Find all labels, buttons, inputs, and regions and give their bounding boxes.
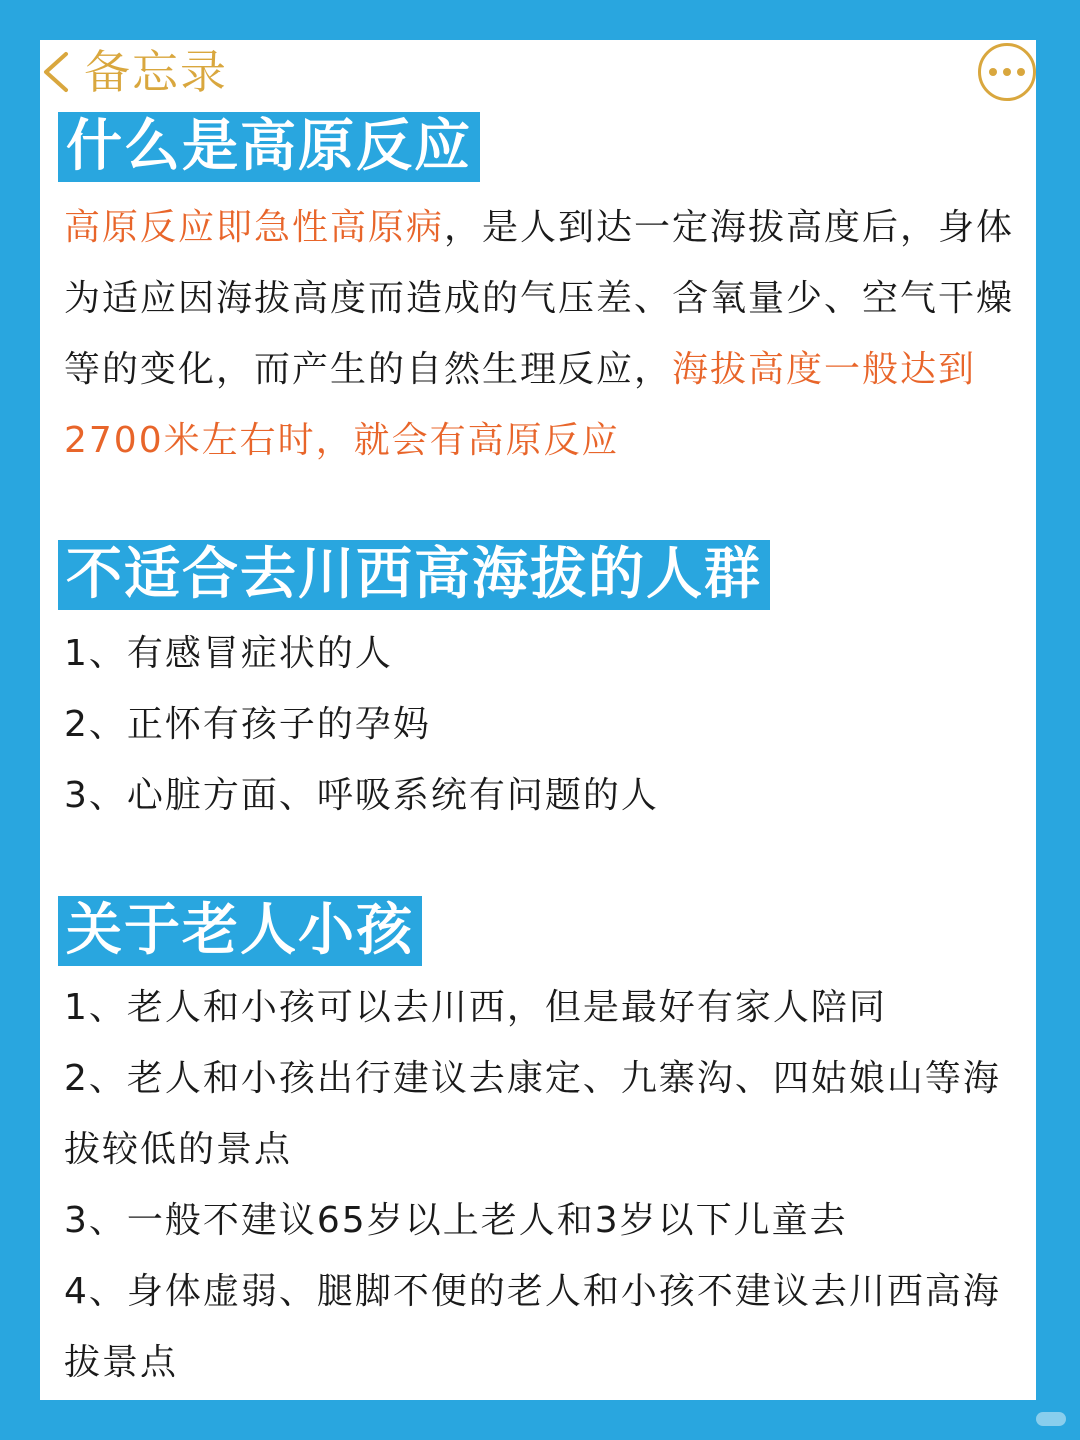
section-heading-unsuitable-groups: 不适合去川西高海拔的人群 xyxy=(58,540,770,610)
watermark-badge xyxy=(1036,1412,1066,1426)
elderly-children-list xyxy=(64,972,1024,1398)
back-label: 备忘录 xyxy=(84,45,228,99)
list-item: 1、有感冒症状的人 xyxy=(64,633,393,674)
more-horizontal-icon xyxy=(989,68,997,76)
list-item: 3、一般不建议65岁以上老人和3岁以下儿童去 xyxy=(64,1200,848,1241)
list-item: 2、老人和小孩出行建议去康定、九寨沟、四姑娘山等海拔较低的景点 xyxy=(64,1058,1001,1170)
more-button[interactable] xyxy=(978,43,1036,101)
list-item: 1、老人和小孩可以去川西，但是最好有家人陪同 xyxy=(64,987,887,1028)
body-text: ，是人到达一定海拔高度后，身体为适应因海拔高度而造成的气压差、含氧量少、空气干燥等的变化，而产生的自然生理反应， xyxy=(64,207,1015,390)
highlight-text: 海拔高度一般达到2700米左右时，就会有高原反应 xyxy=(64,349,977,461)
section-heading-altitude-sickness: 什么是高原反应 xyxy=(58,112,480,182)
chevron-left-icon xyxy=(40,48,76,96)
memo-card xyxy=(40,40,1036,1400)
unsuitable-groups-list xyxy=(64,618,1024,831)
list-item: 4、身体虚弱、腿脚不便的老人和小孩不建议去川西高海拔景点 xyxy=(64,1271,1001,1383)
highlight-text: 高原反应即急性高原病 xyxy=(64,207,445,248)
section-heading-elderly-children: 关于老人小孩 xyxy=(58,896,422,966)
altitude-sickness-paragraph xyxy=(64,192,1024,476)
list-item: 2、正怀有孩子的孕妈 xyxy=(64,704,431,745)
more-dot xyxy=(1003,68,1011,76)
back-button[interactable] xyxy=(40,45,228,99)
more-dot xyxy=(1017,68,1025,76)
top-bar xyxy=(40,40,1036,106)
list-item: 3、心脏方面、呼吸系统有问题的人 xyxy=(64,775,659,816)
